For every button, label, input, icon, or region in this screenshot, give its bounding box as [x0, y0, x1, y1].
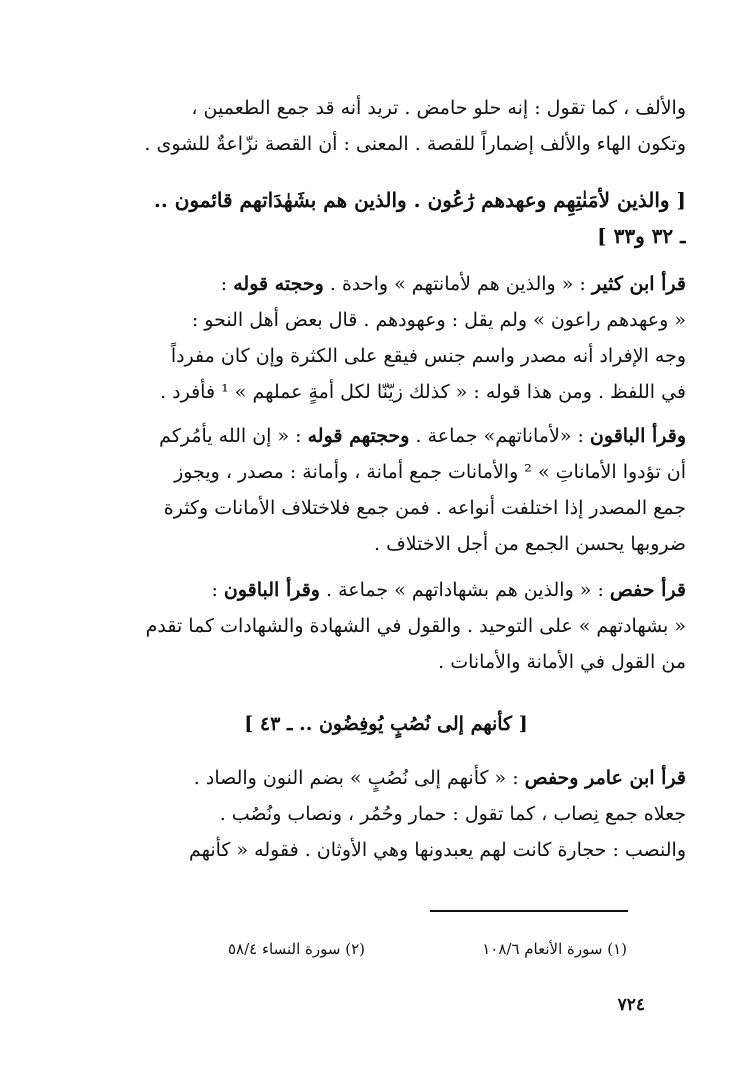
text-run: والنصب : حجارة كانت لهم يعبدونها وهي الأوثان . فقوله « كأنهم	[188, 839, 686, 861]
paragraph-hafs	[86, 572, 686, 680]
text-run: جمع المصدر إذا اختلفت أنواعه . فمن جمع فلاختلاف الأمانات وكثرة	[163, 497, 686, 519]
verse-heading-1	[86, 182, 686, 254]
bold-phrase: وقرأ الباقون	[223, 579, 320, 601]
text-line	[86, 572, 686, 608]
text-run: : « إن الله يأمُركم	[159, 425, 308, 447]
text-line	[86, 526, 686, 562]
text-run: وجه الإفراد أنه مصدر واسم جنس فيقع على الكثرة وإن كان مفرداً	[170, 345, 686, 367]
text-line	[86, 338, 686, 374]
text-run: والألف ، كما تقول : إنه حلو حامض . تريد أنه قد جمع الطعمين ،	[191, 97, 686, 119]
bold-phrase: قرأ ابن كثير	[591, 273, 686, 295]
text-line	[86, 608, 686, 644]
text-line	[86, 126, 686, 162]
bold-phrase: وحجتهم قوله	[307, 425, 410, 447]
text-line	[86, 90, 686, 126]
text-run: « بشهادتهم » على التوحيد . والقول في الشهادة والشهادات كما تقدم	[145, 615, 686, 637]
text-run: « وعهدهم راعون » ولم يقل : وعهودهم . قال بعض أهل النحو :	[191, 309, 686, 331]
text-run: جعلاه جمع نِصاب ، كما تقول : حمار وحُمُر ، ونصاب ونُصُب .	[219, 803, 686, 825]
text-line	[86, 302, 686, 338]
text-run: : « كأنهم إلى نُصُبٍ » بضم النون والصاد .	[193, 767, 525, 789]
text-run: [ والذين لأمَنٰتِهِم وعهدهم رَٰعُون . والذين هم بشَهٰدَاتهم قائمون ..	[153, 188, 686, 212]
text-run: [ كأنهم إلى نُصُبٍ يُوفِضُون .. ـ ٤٣ ]	[244, 713, 528, 735]
text-line	[86, 454, 686, 490]
bold-phrase: وقرأ الباقون	[589, 425, 686, 447]
footnote-separator	[430, 910, 628, 912]
text-run: :	[211, 579, 224, 601]
text-line	[86, 706, 686, 742]
text-line	[86, 796, 686, 832]
text-run: وتكون الهاء والألف إضماراً للقصة . المعنى : أن القصة نزّاعةٌ للشوى .	[144, 133, 686, 155]
text-run: أن تؤدوا الأماناتِ » ² والأمانات جمع أمانة ، وأمانة : مصدر ، ويجوز	[174, 461, 686, 483]
verse-heading-2	[86, 706, 686, 742]
text-run: في اللفظ . ومن هذا قوله : « كذلك زيّنّا لكل أمةٍ عملهم » ¹ فأفرد .	[160, 381, 686, 403]
bold-phrase: قرأ حفص	[609, 579, 686, 601]
paragraph-baqun	[86, 418, 686, 562]
text-run: :	[220, 273, 234, 295]
text-line	[86, 760, 686, 796]
text-run: : «لأماناتهم» جماعة .	[409, 425, 590, 447]
text-run: ـ ٣٢ و٣٣ ]	[597, 224, 686, 248]
paragraph-intro	[86, 90, 686, 162]
text-line	[86, 644, 686, 680]
footnote-1: (١) سورة الأنعام ١٠٨/٦	[482, 940, 627, 958]
text-line	[86, 490, 686, 526]
text-line	[86, 182, 686, 218]
text-run: : « والذين هم بشهاداتهم » جماعة .	[319, 579, 610, 601]
text-line	[86, 266, 686, 302]
text-run: من القول في الأمانة والأمانات .	[438, 651, 686, 673]
text-line	[86, 218, 686, 254]
paragraph-ibn-kathir	[86, 266, 686, 410]
text-line	[86, 374, 686, 410]
bold-phrase: وحجته قوله	[233, 273, 324, 295]
text-run: : « والذين هم لأمانتهم » واحدة .	[323, 273, 592, 295]
text-line	[86, 832, 686, 868]
bold-phrase: قرأ ابن عامر وحفص	[524, 767, 686, 789]
footnote-2: (٢) سورة النساء ٥٨/٤	[227, 940, 365, 958]
text-line	[86, 418, 686, 454]
page-number: ٧٢٤	[617, 995, 645, 1015]
text-run: ضروبها يحسن الجمع من أجل الاختلاف .	[374, 533, 686, 555]
paragraph-ibn-amir	[86, 760, 686, 868]
